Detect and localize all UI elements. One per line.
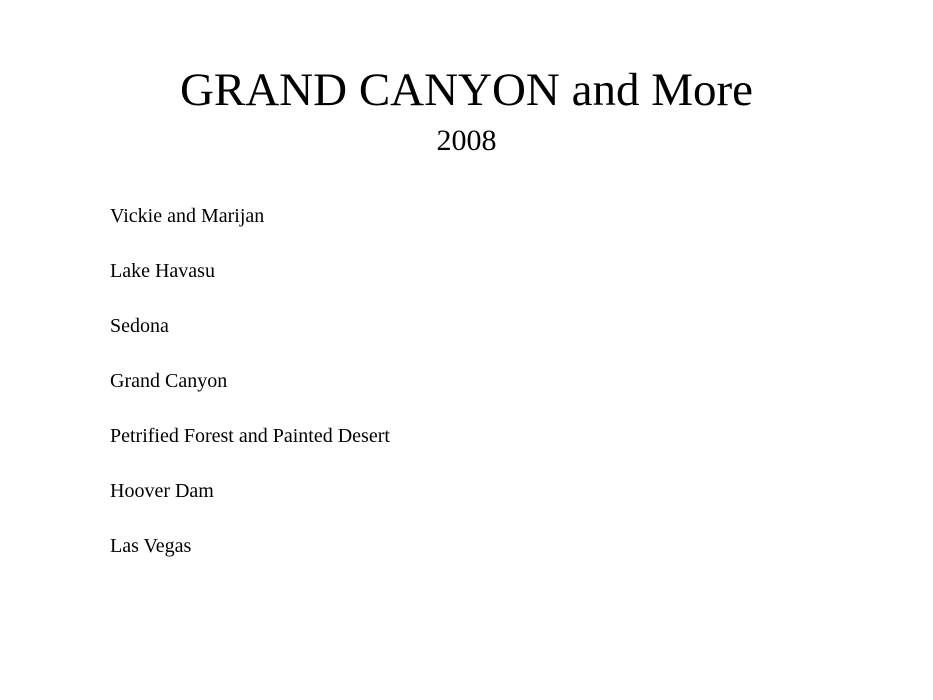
list-item <box>110 534 390 589</box>
link-grand-canyon[interactable]: Grand Canyon <box>110 370 228 392</box>
trip-link-list <box>110 204 390 589</box>
link-hoover-dam[interactable]: Hoover Dam <box>110 480 214 502</box>
list-item <box>110 369 390 424</box>
link-sedona[interactable]: Sedona <box>110 315 169 337</box>
link-lake-havasu[interactable]: Lake Havasu <box>110 260 215 282</box>
list-item <box>110 314 390 369</box>
link-las-vegas[interactable]: Las Vegas <box>110 535 192 557</box>
link-petrified-forest-painted-desert[interactable]: Petrified Forest and Painted Desert <box>110 425 390 447</box>
page-year: 2008 <box>436 124 497 157</box>
list-item <box>110 479 390 534</box>
list-item <box>110 424 390 479</box>
page-title: GRAND CANYON and More <box>179 64 754 116</box>
list-item <box>110 259 390 314</box>
link-vickie-and-marijan[interactable]: Vickie and Marijan <box>110 205 265 227</box>
list-item <box>110 204 390 259</box>
